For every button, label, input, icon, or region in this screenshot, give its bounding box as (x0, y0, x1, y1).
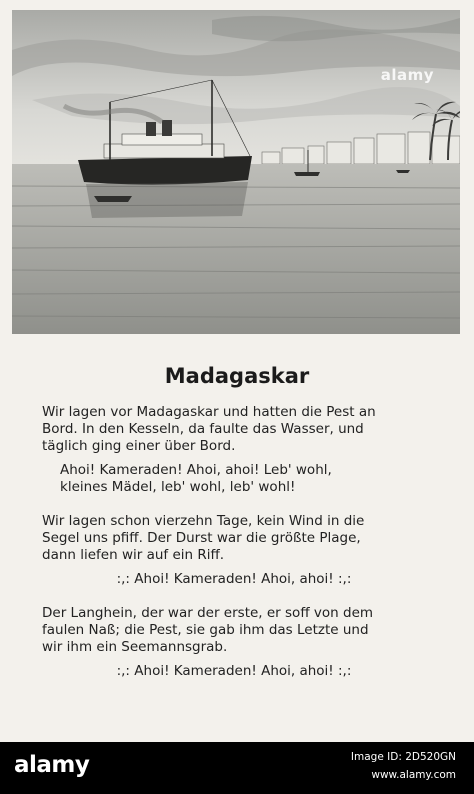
song-title: Madagaskar (164, 364, 310, 388)
lyric-line: faulen Naß; die Pest, sie gab ihm das Letzte und (42, 622, 369, 638)
harbor-scene-image (12, 10, 460, 334)
refrain-1 (60, 462, 426, 496)
stanza-3 (42, 605, 426, 656)
site-url: www.alamy.com (371, 769, 456, 781)
lyric-line: dann liefen wir auf ein Riff. (42, 547, 225, 563)
chorus-2: :,: Ahoi! Kameraden! Ahoi, ahoi! :,: (116, 571, 352, 587)
lyric-line: täglich ging einer über Bord. (42, 438, 236, 454)
lyric-line: Der Langhein, der war der erste, er soff von dem (42, 605, 374, 621)
lyric-line: wir ihm ein Seemannsgrab. (42, 639, 228, 655)
watermark-logo: alamy (380, 66, 434, 84)
stock-footer-bar (0, 742, 474, 794)
lyric-line: Wir lagen schon vierzehn Tage, kein Wind in die (42, 513, 365, 529)
alamy-logo: alamy (14, 752, 90, 778)
image-id-label: Image ID: 2D520GN (350, 751, 456, 763)
stanza-1 (42, 404, 426, 455)
lyric-line: Bord. In den Kesseln, da faulte das Wasser, und (42, 421, 364, 437)
lyric-line: Wir lagen vor Madagaskar und hatten die Pest an (42, 404, 376, 420)
chorus-3: :,: Ahoi! Kameraden! Ahoi, ahoi! :,: (116, 663, 352, 679)
refrain-line: kleines Mädel, leb' wohl, leb' wohl! (60, 479, 296, 495)
lyric-line: Segel uns pfiff. Der Durst war die größte Plage, (42, 530, 361, 546)
refrain-line: Ahoi! Kameraden! Ahoi, ahoi! Leb' wohl, (60, 462, 332, 478)
stanza-2 (42, 513, 426, 564)
song-lyrics (42, 404, 426, 697)
ship-illustration (12, 10, 460, 334)
